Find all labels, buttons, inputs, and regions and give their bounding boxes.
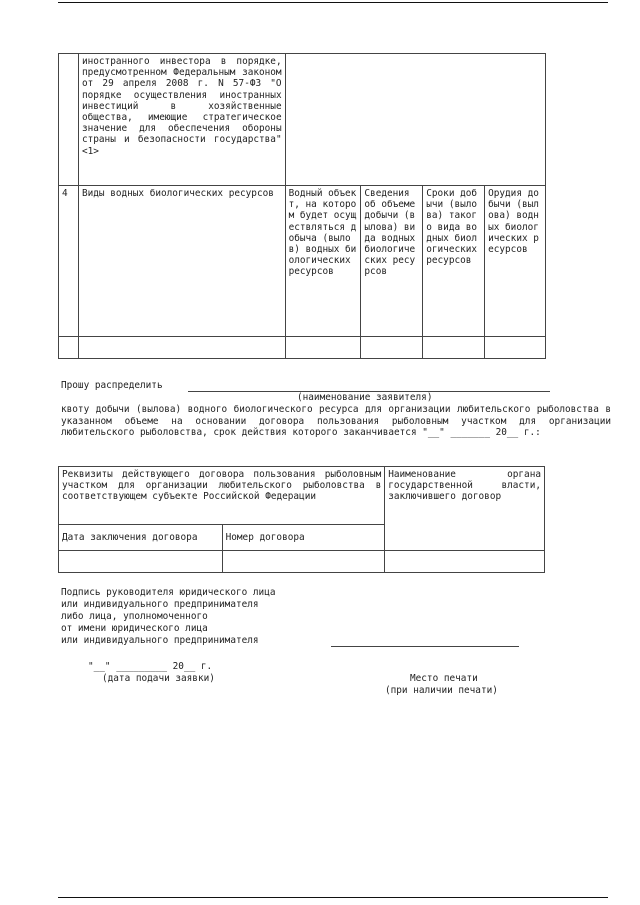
seal-caption: (при наличии печати) [385, 685, 498, 696]
signature-line-1: Подпись руководителя юридического лица [61, 587, 276, 598]
signature-line-2: или индивидуального предпринимателя [61, 599, 259, 610]
water-body-header: Водный объект, на котором будет осуществляться добыча (вылов) водных биологических ресурсов [285, 186, 361, 337]
volume-header: Сведения об объеме добычи (вылова) вида водных биологических ресурсов [361, 186, 423, 337]
requisites-header: Реквизиты действующего договора пользования рыболовным участком для организации любительского рыболовства в соответствующем субъекте Российской Федерации [59, 467, 385, 525]
number-header: Номер договора [222, 525, 385, 551]
top-rule [58, 2, 608, 3]
continued-number-cell [59, 54, 79, 186]
seal-label: Место печати [410, 673, 478, 684]
empty-cell [59, 551, 223, 573]
signature-line-3: либо лица, уполномоченного [61, 611, 208, 622]
authority-header: Наименование органа государственной власти, заключившего договор [385, 467, 545, 551]
empty-cell [78, 337, 285, 359]
empty-cell [59, 337, 79, 359]
species-table [58, 53, 546, 359]
applicant-caption: (наименование заявителя) [297, 392, 433, 403]
bottom-rule [58, 897, 608, 898]
empty-cell [361, 337, 423, 359]
signature-field [331, 646, 519, 647]
date-header: Дата заключения договора [59, 525, 223, 551]
continued-empty-cell [285, 54, 545, 186]
signature-line-4: от имени юридического лица [61, 623, 208, 634]
submission-date: "__" _________ 20__ г. [88, 661, 213, 672]
submission-date-caption: (дата подачи заявки) [102, 673, 215, 684]
continued-text-cell: иностранного инвестора в порядке, предусмотренном Федеральным законом от 29 апреля 2008 г. N 57-ФЗ "О порядке осуществления иностранных инвестиций в хозяйственные общества, имеющие стратегическое значение для обеспечения обороны страны и безопасности государства" <1> [78, 54, 285, 186]
period-header: Сроки добычи (вылова) такого вида водных биологических ресурсов [423, 186, 485, 337]
empty-cell [423, 337, 485, 359]
species-label: Виды водных биологических ресурсов [78, 186, 285, 337]
row-number: 4 [59, 186, 79, 337]
request-body: квоту добычи (вылова) водного биологического ресурса для организации любительского рыболовства в указанном объеме на основании договора пользования рыболовным участком для организации любительского рыболовства, срок действия которого заканчивается "__" _______ 20__ г.: [61, 404, 611, 439]
request-prefix: Прошу распределить [61, 380, 163, 391]
empty-cell [285, 337, 361, 359]
empty-cell [485, 337, 546, 359]
empty-cell [222, 551, 385, 573]
gear-header: Орудия добычи (вылова) водных биологических ресурсов [485, 186, 546, 337]
contract-table [58, 466, 545, 573]
signature-line-5: или индивидуального предпринимателя [61, 635, 259, 646]
empty-cell [385, 551, 545, 573]
